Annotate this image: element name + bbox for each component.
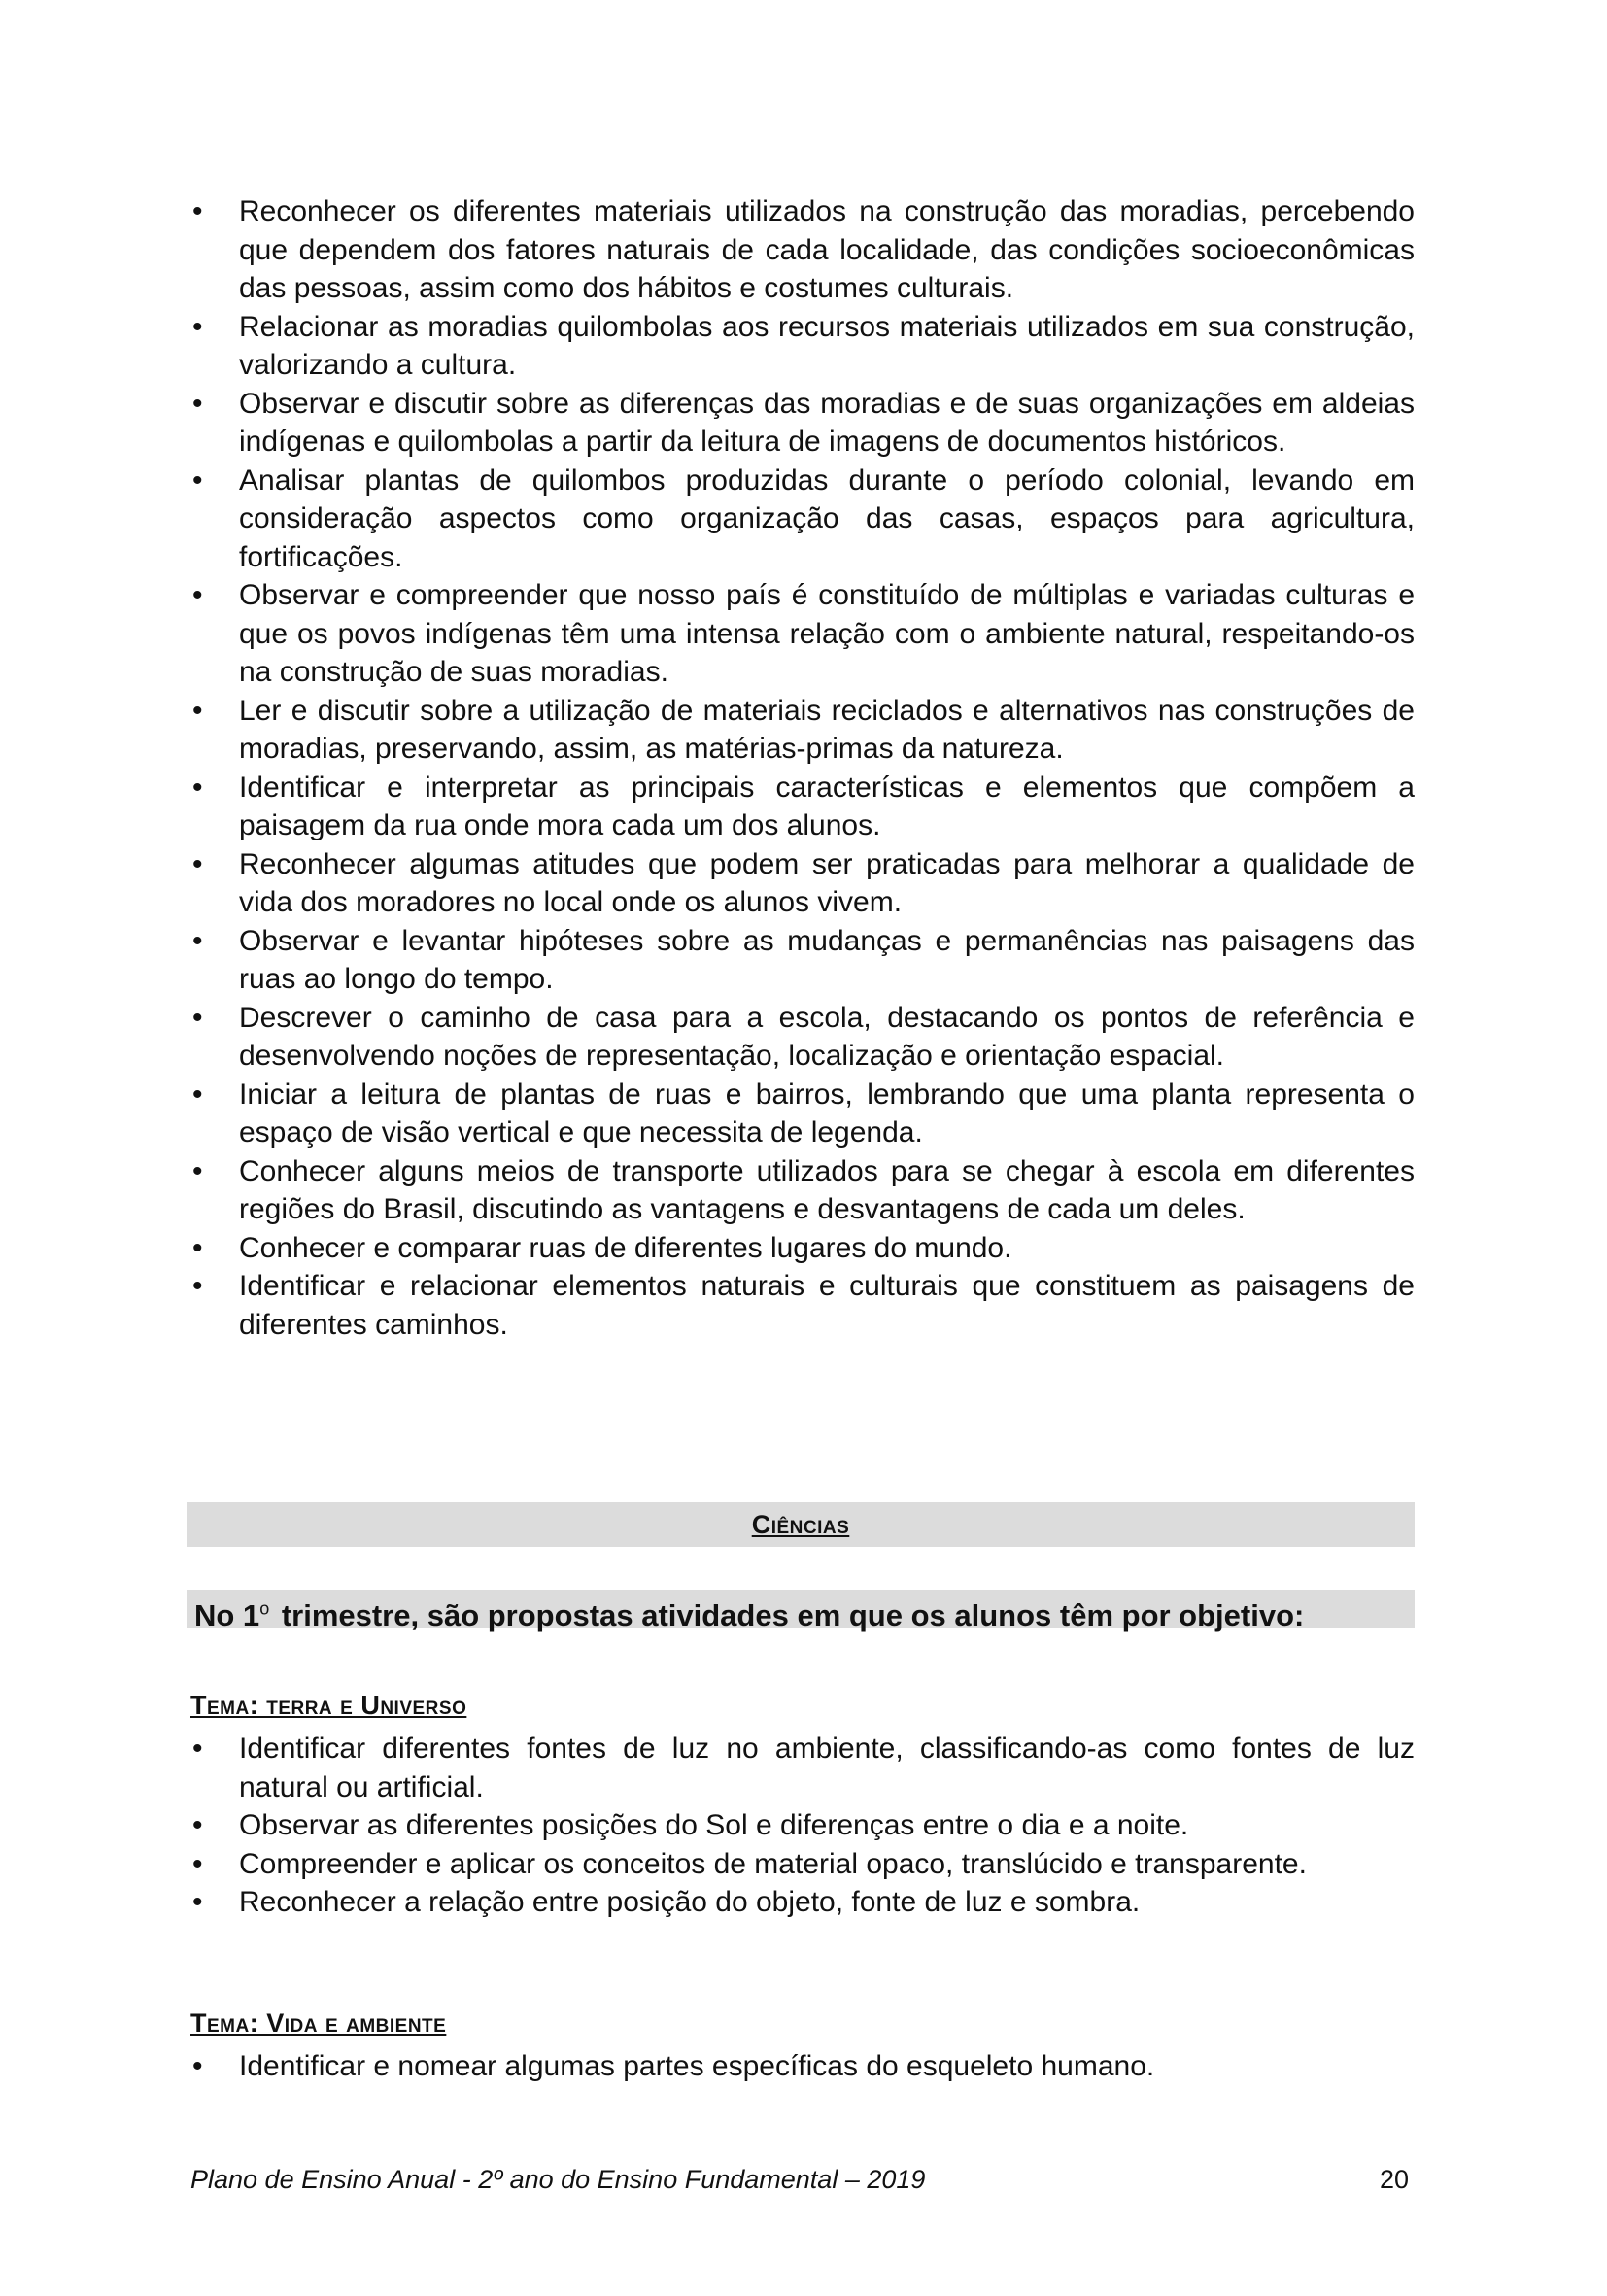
- list-item: • Observar e levantar hipóteses sobre as mudanças e permanências nas paisagens das ruas ao longo do tempo.: [187, 922, 1415, 999]
- list-item: • Observar e compreender que nosso país é constituído de múltiplas e variadas culturas e que os povos indígenas têm uma intensa relação com o ambiente natural, respeitando-os na construção de suas moradias.: [187, 576, 1415, 692]
- trimestre-heading-text: [187, 1598, 1304, 1632]
- tema-terra-universo-heading: Tema: terra e Universo: [190, 1691, 467, 1720]
- list-item: • Reconhecer os diferentes materiais utilizados na construção das moradias, percebendo que dependem dos fatores naturais de cada localidade, das condições socioeconômicas das pessoas, assim como dos hábitos e costumes culturais.: [187, 192, 1415, 308]
- list-item: • Relacionar as moradias quilombolas aos recursos materiais utilizados em sua construção, valorizando a cultura.: [187, 308, 1415, 385]
- list-item: • Compreender e aplicar os conceitos de material opaco, translúcido e transparente.: [187, 1845, 1415, 1884]
- list-item: • Conhecer alguns meios de transporte utilizados para se chegar à escola em diferentes regiões do Brasil, discutindo as vantagens e desvantagens de cada um deles.: [187, 1152, 1415, 1229]
- geografia-objectives-list: [187, 192, 1415, 1344]
- ordinal-indicator: o: [259, 1599, 270, 1619]
- trimestre-heading: [187, 1590, 1415, 1633]
- section-title: Ciências: [751, 1510, 850, 1539]
- tema-terra-universo-list: [187, 1730, 1415, 1922]
- list-item: • Observar e discutir sobre as diferenças das moradias e de suas organizações em aldeias indígenas e quilombolas a partir da leitura de imagens de documentos históricos.: [187, 385, 1415, 462]
- list-item: • Iniciar a leitura de plantas de ruas e bairros, lembrando que uma planta representa o espaço de visão vertical e que necessita de legenda.: [187, 1076, 1415, 1152]
- list-item: • Identificar e nomear algumas partes específicas do esqueleto humano.: [187, 2047, 1415, 2086]
- tema-vida-ambiente-list: [187, 2047, 1415, 2086]
- list-item: • Reconhecer a relação entre posição do objeto, fonte de luz e sombra.: [187, 1883, 1415, 1922]
- list-item: • Ler e discutir sobre a utilização de materiais reciclados e alternativos nas construções de moradias, preservando, assim, as matérias-primas da natureza.: [187, 692, 1415, 769]
- trimestre-prefix: No 1: [194, 1598, 260, 1633]
- ciencias-section-heading: [187, 1502, 1415, 1547]
- list-item: • Identificar diferentes fontes de luz no ambiente, classificando-as como fontes de luz natural ou artificial.: [187, 1730, 1415, 1806]
- footer-text: Plano de Ensino Anual - 2º ano do Ensino Fundamental – 2019: [190, 2165, 926, 2194]
- list-item: • Observar as diferentes posições do Sol e diferenças entre o dia e a noite.: [187, 1806, 1415, 1845]
- page-number: 20: [1380, 2165, 1410, 2194]
- list-item: • Identificar e interpretar as principais características e elementos que compõem a paisagem da rua onde mora cada um dos alunos.: [187, 769, 1415, 845]
- trimestre-suffix: trimestre, são propostas atividades em que os alunos têm por objetivo:: [273, 1598, 1305, 1633]
- list-item: • Conhecer e comparar ruas de diferentes lugares do mundo.: [187, 1229, 1415, 1268]
- list-item: • Analisar plantas de quilombos produzidas durante o período colonial, levando em consideração aspectos como organização das casas, espaços para agricultura, fortificações.: [187, 462, 1415, 577]
- list-item: • Reconhecer algumas atitudes que podem ser praticadas para melhorar a qualidade de vida dos moradores no local onde os alunos vivem.: [187, 845, 1415, 922]
- list-item: • Identificar e relacionar elementos naturais e culturais que constituem as paisagens de diferentes caminhos.: [187, 1267, 1415, 1344]
- tema-vida-ambiente-heading: Tema: Vida e ambiente: [190, 2008, 447, 2038]
- list-item: • Descrever o caminho de casa para a escola, destacando os pontos de referência e desenvolvendo noções de representação, localização e orientação espacial.: [187, 999, 1415, 1076]
